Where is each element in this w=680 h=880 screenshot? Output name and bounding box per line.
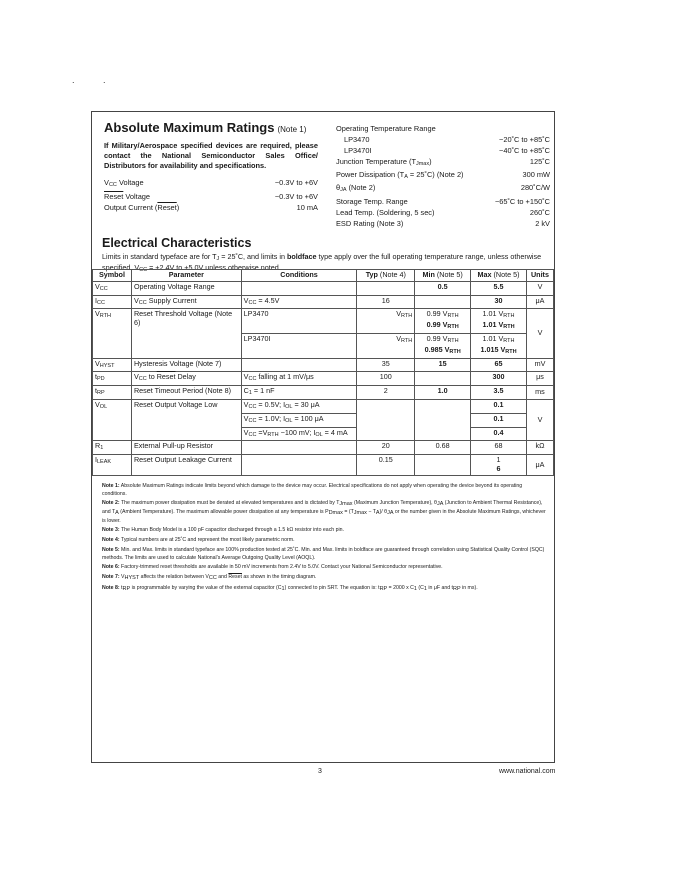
rating-row: Reset Voltage −0.3V to +6V (104, 192, 318, 201)
note-3: Note 3: The Human Body Model is a 100 pF capacitor discharged through a 1.5 kΩ resistor into each pin. (102, 527, 344, 534)
table-row: VCC = 1.0V; IOL = 100 μA 0.1 (93, 413, 554, 427)
col-header: Typ (Note 4) (357, 270, 415, 282)
amr-left-list (104, 177, 318, 213)
table-row: ILEAK Reset Output Leakage Current 0.15 1 6 μA (93, 455, 554, 476)
notes (102, 483, 548, 596)
rating-row: Lead Temp. (Soldering, 5 sec) 260˚C (336, 208, 550, 217)
rating-row: VCC Voltage −0.3V to +6V (104, 178, 318, 188)
col-header: Conditions (241, 270, 357, 282)
rating-row: Operating Temperature Range (336, 124, 436, 133)
rating-row: LP3470 −20˚C to +85˚C (344, 135, 550, 144)
corner-mark: . (103, 75, 106, 85)
ec-title: Electrical Characteristics (102, 236, 252, 250)
col-header: Min (Note 5) (415, 270, 471, 282)
table-row: LP3470I VRTH 0.99 VRTH 0.985 VRTH 1.01 VRTH 1.015 VRTH (93, 333, 554, 358)
col-header: Parameter (131, 270, 241, 282)
note-8: Note 8: tRP is programmable by varying the value of the external capacitor (C1) connected to pin SRT. The equation is: tRP = 2000 x C1 (C1 in μF and tRP in ms). (102, 584, 478, 592)
col-header: Units (526, 270, 553, 282)
col-header: Symbol (93, 270, 132, 282)
note-1: Note 1: Absolute Maximum Ratings indicate limits beyond which damage to the device may occur. Electrical specifications do not apply when operating the device beyond its operating conditions. (102, 483, 523, 497)
table-row: R1 External Pull-up Resistor 20 0.68 68 kΩ (93, 441, 554, 455)
note-4: Note 4: Typical numbers are at 25˚C and represent the most likely parametric norm. (102, 537, 295, 544)
table-row: tPD VCC to Reset Delay VCC falling at 1 mV/μs 100 300 μs (93, 372, 554, 386)
rating-row: θJA (Note 2) 280˚C/W (336, 183, 550, 193)
ec-description: Limits in standard typeface are for TJ = 25˚C, and limits in boldface type apply over the full operating temperature range, unless otherwise specified. VCC = +2.4V to +5.0V unless otherwise noted. (102, 252, 542, 273)
page-number: 3 (318, 768, 322, 775)
table-row: VOL Reset Output Voltage Low VCC = 0.5V; IOL = 30 μA 0.1 V (93, 399, 554, 413)
rating-row: LP3470I −40˚C to +85˚C (344, 146, 550, 155)
table-row: ICC VCC Supply Current VCC = 4.5V 16 30 μA (93, 295, 554, 309)
table-row: VHYST Hysteresis Voltage (Note 7) 35 15 65 mV (93, 358, 554, 372)
rating-row: Storage Temp. Range −65˚C to +150˚C (336, 197, 550, 206)
note-6: Note 6: Factory-trimmed reset thresholds are available in 50 mV increments from 2.4V to 5.0V. Contact your National Semiconductor representative. (102, 564, 443, 571)
corner-mark: . (72, 75, 75, 85)
table-row: VRTH Reset Threshold Voltage (Note 6) LP3470 VRTH 0.99 VRTH 0.99 VRTH 1.01 VRTH 1.01 VRTH V (93, 309, 554, 334)
rating-row: Junction Temperature (TJmax) 125˚C (336, 157, 550, 167)
rating-row: Power Dissipation (TA = 25˚C) (Note 2) 300 mW (336, 170, 550, 180)
absolute-max-ratings (104, 120, 318, 213)
ec-table (92, 269, 554, 476)
note-2: Note 2: The maximum power dissipation must be derated at elevated temperatures and is dictated by TJmax (Maximum Junction Temperature), θJA (Junction to Ambient Thermal Resistance), and TA (Ambient Temperature). The maximum allowable power dissipation at any temperature is PDmax = (TJmax − TA)/ θJA or the number given in the Absolute Maximum Ratings, whichever is lower. (102, 500, 546, 524)
table-row: VCC Operating Voltage Range 0.5 5.5 V (93, 281, 554, 295)
amr-contact-text: If Military/Aerospace specified devices are required, please contact the National Semiconductor Sales Office/ Distributors for availability and specifications. (104, 141, 318, 170)
table-row: VCC =VRTH −100 mV; IOL = 4 mA 0.4 (93, 427, 554, 441)
website-link[interactable]: www.national.com (499, 768, 556, 775)
rating-row: Output Current (Reset) 10 mA (104, 203, 318, 212)
table-row: tRP Reset Timeout Period (Note 8) C1 = 1 nF 2 1.0 3.5 ms (93, 386, 554, 400)
amr-title: Absolute Maximum Ratings (Note 1) (104, 120, 307, 135)
table-header (93, 270, 554, 282)
datasheet-frame (91, 111, 555, 763)
rating-row: ESD Rating (Note 3) 2 kV (336, 219, 550, 228)
note-5: Note 5: Min. and Max. limits in standard typeface are 100% production tested at 25˚C. Min. and Max. limits in boldface are guaranteed through correlation using Statistical Quality Control (SQC) methods. The limits are used to calculate National’s Average Outgoing Quality Level (AOQL). (102, 546, 545, 561)
amr-right-list (336, 123, 550, 229)
note-7: Note 7: VHYST affects the relation between VCC and Reset as shown in the timing diagram. (102, 574, 317, 582)
col-header: Max (Note 5) (471, 270, 527, 282)
